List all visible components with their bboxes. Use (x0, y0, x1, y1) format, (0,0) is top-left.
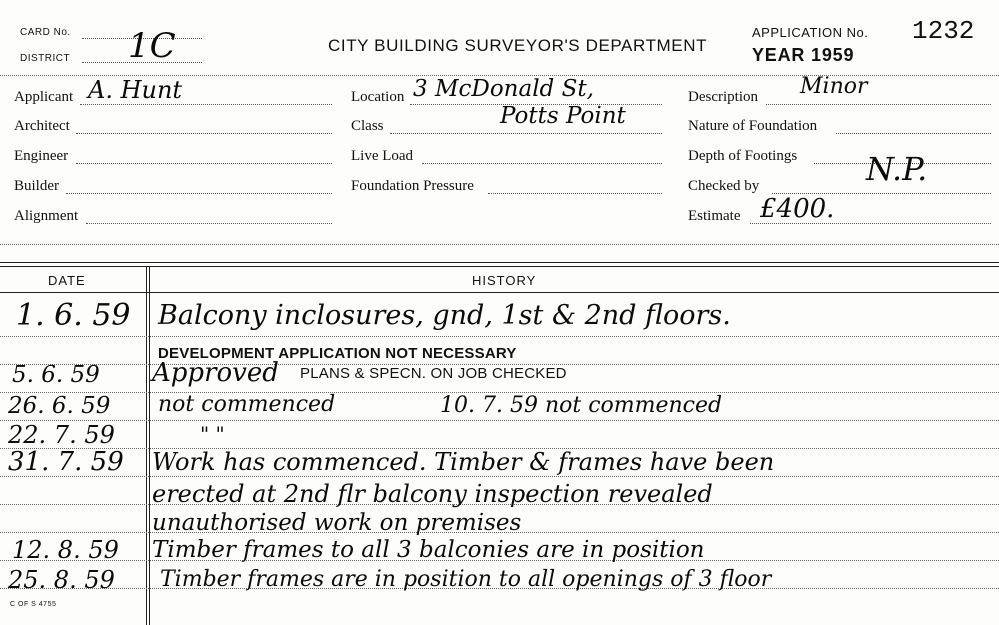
history-entry: Approved (152, 358, 279, 388)
district-value: 1C (128, 26, 176, 66)
history-date: 1. 6. 59 (16, 298, 131, 333)
district-label: DISTRICT (20, 53, 71, 64)
history-date: 26. 6. 59 (8, 393, 111, 419)
class-line (390, 133, 662, 134)
history-entry: erected at 2nd flr balcony inspection revealed (152, 480, 713, 508)
checked-by-label: Checked by (688, 178, 760, 194)
class-label: Class (351, 118, 384, 134)
nature-foundation-line (836, 133, 991, 134)
development-stamp: DEVELOPMENT APPLICATION NOT NECESSARY (158, 345, 517, 362)
history-date: 12. 8. 59 (12, 536, 119, 564)
history-rule (0, 476, 999, 477)
estimate-value: £400. (760, 194, 835, 224)
history-date: 22. 7. 59 (8, 421, 115, 449)
year-label: YEAR 1959 (752, 45, 855, 65)
history-date: 5. 6. 59 (12, 362, 100, 388)
engineer-line (76, 163, 332, 164)
history-entry: unauthorised work on premises (152, 510, 522, 536)
alignment-label: Alignment (14, 208, 79, 224)
location-value-line1: 3 McDonald St, (413, 76, 594, 102)
live-load-line (422, 163, 662, 164)
nature-foundation-label: Nature of Foundation (688, 118, 818, 134)
location-value-line2: Potts Point (500, 103, 626, 129)
date-column-divider (146, 267, 147, 625)
history-entry: Work has commenced. Timber & frames have been (152, 448, 775, 476)
applicant-line (80, 104, 332, 105)
location-label: Location (351, 89, 405, 105)
field-block-line (0, 244, 999, 245)
history-date: 31. 7. 59 (8, 447, 124, 477)
description-line (766, 104, 991, 105)
checked-by-value: N.P. (866, 150, 928, 188)
description-label: Description (688, 89, 758, 105)
architect-line (76, 133, 332, 134)
history-entry: Balcony inclosures, gnd, 1st & 2nd floors. (158, 300, 731, 331)
depth-footings-label: Depth of Footings (688, 148, 798, 164)
history-entry: not commenced (158, 392, 336, 417)
application-number: 1232 (912, 16, 975, 46)
foundation-pressure-label: Foundation Pressure (351, 178, 474, 194)
history-top-rule (0, 262, 999, 263)
builder-label: Builder (14, 178, 59, 194)
history-rule (0, 420, 999, 421)
application-label: APPLICATION No. (752, 25, 869, 40)
alignment-line (86, 223, 332, 224)
builder-line (66, 193, 332, 194)
history-entry: " " (200, 422, 225, 446)
date-column-divider-2 (149, 267, 150, 625)
estimate-label: Estimate (688, 208, 741, 224)
description-value: Minor (800, 74, 868, 99)
history-entry-second: 10. 7. 59 not commenced (440, 393, 723, 418)
applicant-label: Applicant (14, 89, 74, 105)
foundation-pressure-line (488, 193, 662, 194)
card-no-label: CARD No. (20, 27, 71, 38)
form-code: C OF S 4755 (10, 601, 57, 608)
live-load-label: Live Load (351, 148, 414, 164)
applicant-value: A. Hunt (88, 76, 183, 104)
history-column-header: HISTORY (472, 273, 537, 288)
history-rule (0, 336, 999, 337)
history-entry: Timber frames to all 3 balconies are in position (152, 537, 705, 563)
plans-checked-stamp: PLANS & SPECN. ON JOB CHECKED (300, 365, 567, 382)
department-title: CITY BUILDING SURVEYOR'S DEPARTMENT (328, 36, 708, 55)
date-column-header: DATE (48, 273, 86, 288)
history-entry: Timber frames are in position to all openings of 3 floor (160, 567, 772, 592)
architect-label: Architect (14, 118, 70, 134)
engineer-label: Engineer (14, 148, 69, 164)
history-date: 25. 8. 59 (8, 566, 115, 594)
